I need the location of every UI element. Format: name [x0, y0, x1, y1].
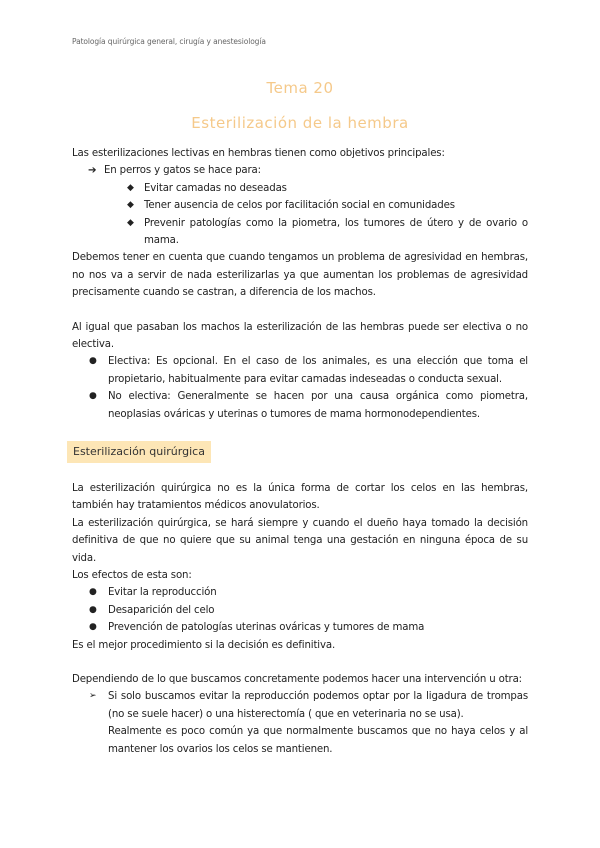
- bullet-icon: ●: [89, 587, 97, 598]
- bullet-icon: ●: [89, 356, 97, 367]
- list-item: ● Desaparición del celo: [72, 602, 528, 619]
- list-item: ◆ Evitar camadas no deseadas: [72, 180, 528, 197]
- list-item-continuation: Realmente es poco común ya que normalmente buscamos que no haya celos y al mantener los ovarios los celos se mantienen.: [108, 726, 528, 755]
- diamond-bullet-icon: ◆: [127, 182, 134, 193]
- list-item: ◆ Prevenir patologías como la piometra, los tumores de útero y de ovario o mama.: [72, 215, 528, 250]
- list-item: ➢ Si solo buscamos evitar la reproducción podemos optar por la ligadura de trompas (no se suele hacer) o una histerectomía ( que en veterinaria no se usa).: [72, 688, 528, 723]
- paragraph: Es el mejor procedimiento si la decisión es definitiva.: [72, 639, 336, 651]
- list-item: ● Electiva: Es opcional. En el caso de los animales, es una elección que toma el propietario, habitualmente para evitar camadas indeseadas o conducta sexual.: [72, 353, 528, 388]
- list-item: ● Evitar la reproducción: [72, 584, 528, 601]
- section-intro: [72, 145, 528, 423]
- diamond-bullet-icon: ◆: [127, 200, 134, 211]
- paragraph: Al igual que pasaban los machos la esterilización de las hembras puede ser electiva o no electiva.: [72, 321, 528, 351]
- paragraph: La esterilización quirúrgica, se hará siempre y cuando el dueño haya tomado la decisión definitiva de que no quiere que su animal tenga una gestación en ninguna época de su vida.: [72, 517, 528, 564]
- arrowhead-icon: ➢: [89, 691, 97, 702]
- paragraph: La esterilización quirúrgica no es la única forma de cortar los celos en las hembras, también hay tratamientos médicos anovulatorios.: [72, 483, 528, 512]
- list-item: ● No electiva: Generalmente se hacen por una causa orgánica como piometra, neoplasias ováricas y uterinas o tumores de mama hormonodependientes.: [72, 388, 528, 423]
- page-header: Patología quirúrgica general, cirugía y anestesiología: [72, 37, 266, 46]
- list-item: ● Prevención de patologías uterinas ováricas y tumores de mama: [72, 619, 528, 636]
- paragraph: Debemos tener en cuenta que cuando tengamos un problema de agresividad en hembras, no nos va a servir de nada esterilizarlas ya que aumentan los problemas de agresividad precisamente cuando se castran, a diferencia de los machos.: [72, 252, 528, 299]
- bullet-icon: ●: [89, 622, 97, 633]
- paragraph: Dependiendo de lo que buscamos concretamente podemos hacer una intervención u otra:: [72, 674, 522, 686]
- topic-title: Tema 20: [266, 79, 334, 97]
- list-item: ◆ Tener ausencia de celos por facilitación social en comunidades: [72, 197, 528, 214]
- section-surgical: [72, 480, 528, 758]
- diamond-bullet-icon: ◆: [127, 217, 134, 228]
- list-item: ➔ En perros y gatos se hace para:: [72, 162, 528, 179]
- bullet-icon: ●: [89, 391, 97, 402]
- section-heading: Esterilización quirúrgica: [67, 441, 211, 463]
- bullet-icon: ●: [89, 604, 97, 615]
- topic-subtitle: Esterilización de la hembra: [191, 114, 409, 132]
- intro-text: Las esterilizaciones lectivas en hembras tienen como objetivos principales:: [72, 148, 445, 159]
- arrow-icon: ➔: [88, 165, 97, 177]
- paragraph: Los efectos de esta son:: [72, 570, 192, 582]
